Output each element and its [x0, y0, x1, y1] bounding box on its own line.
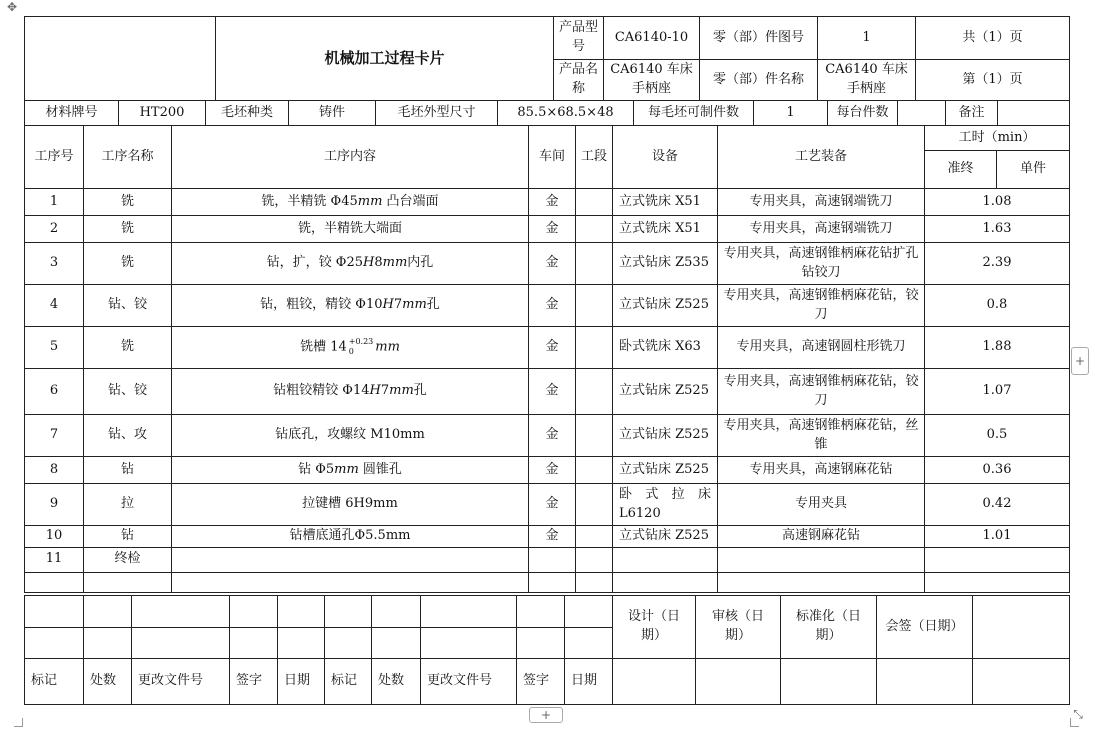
- op-workshop[interactable]: 金: [529, 457, 576, 484]
- material-row: [24, 100, 1070, 126]
- op-time[interactable]: 0.36: [925, 457, 1070, 484]
- empty-cell[interactable]: [517, 596, 565, 628]
- op-tooling[interactable]: 高速钢麻花钻: [718, 526, 925, 548]
- op-content-text: 钻，粗铰，精铰 Φ10: [260, 297, 383, 313]
- table-row: [25, 572, 1070, 592]
- op-name[interactable]: 拉: [84, 484, 172, 526]
- part-name[interactable]: CA6140 车床手柄座: [818, 60, 916, 101]
- op-tooling[interactable]: 专用夹具: [718, 484, 925, 526]
- op-name[interactable]: 钻、攻: [84, 415, 172, 457]
- product-model[interactable]: CA6140-10: [604, 17, 700, 60]
- empty-cell[interactable]: [372, 628, 421, 659]
- op-no[interactable]: 2: [25, 216, 84, 243]
- count-label: 处数: [84, 659, 132, 705]
- empty-cell[interactable]: [84, 572, 172, 592]
- empty-cell[interactable]: [781, 659, 877, 705]
- col-tooling: 工艺装备: [718, 126, 925, 189]
- op-no[interactable]: 11: [25, 547, 84, 572]
- op-equipment[interactable]: 卧式拉床 L6120: [613, 484, 718, 526]
- op-content[interactable]: [172, 243, 529, 285]
- op-workshop[interactable]: 金: [529, 243, 576, 285]
- op-workshop[interactable]: 金: [529, 415, 576, 457]
- add-row-button[interactable]: [529, 707, 563, 723]
- empty-cell[interactable]: [278, 628, 325, 659]
- per-machine-label: 每台件数: [828, 101, 898, 126]
- op-content[interactable]: [172, 547, 529, 572]
- material-grade[interactable]: HT200: [119, 101, 206, 126]
- empty-cell[interactable]: [230, 628, 278, 659]
- unit-text: mm: [375, 339, 400, 355]
- empty-cell[interactable]: [421, 596, 517, 628]
- empty-cell[interactable]: [132, 596, 230, 628]
- blank-size[interactable]: 85.5×68.5×48: [498, 101, 634, 126]
- page-corner-mark: [14, 718, 23, 727]
- op-equipment[interactable]: 立式钻床 Z525: [613, 457, 718, 484]
- empty-cell[interactable]: [84, 596, 132, 628]
- op-section[interactable]: [576, 216, 613, 243]
- unit-text: mm: [402, 297, 427, 313]
- op-time[interactable]: 2.39: [925, 243, 1070, 285]
- op-equipment[interactable]: 立式铣床 X51: [613, 216, 718, 243]
- change-doc-label: 更改文件号: [132, 659, 230, 705]
- empty-cell[interactable]: [877, 659, 973, 705]
- blank-size-label: 毛坯外型尺寸: [376, 101, 498, 126]
- op-section[interactable]: [576, 243, 613, 285]
- table-row: [25, 457, 1070, 484]
- empty-cell[interactable]: [84, 628, 132, 659]
- tolerance-grade: H: [369, 383, 381, 399]
- empty-cell[interactable]: [613, 659, 696, 705]
- table-row: [25, 327, 1070, 369]
- empty-cell[interactable]: [973, 659, 1070, 705]
- empty-cell[interactable]: [325, 596, 372, 628]
- op-equipment[interactable]: 立式钻床 Z535: [613, 243, 718, 285]
- op-name[interactable]: 钻、铰: [84, 369, 172, 415]
- blank-type[interactable]: 铸件: [289, 101, 376, 126]
- table-row: [25, 243, 1070, 285]
- page-number: 第（1）页: [916, 60, 1070, 101]
- card-header: [24, 16, 1070, 101]
- col-op-name: 工序名称: [84, 126, 172, 189]
- empty-cell[interactable]: [172, 572, 529, 592]
- op-tooling[interactable]: 专用夹具，高速钢麻花钻: [718, 457, 925, 484]
- op-content-text: 内孔: [407, 255, 434, 271]
- move-icon: ✥: [6, 0, 18, 14]
- total-pages: 共（1）页: [916, 17, 1070, 60]
- sign-label: 签字: [230, 659, 278, 705]
- col-prep-time: 准终: [925, 151, 997, 189]
- op-workshop[interactable]: 金: [529, 216, 576, 243]
- product-name-label: 产品名称: [554, 60, 604, 101]
- op-workshop[interactable]: [529, 547, 576, 572]
- table-row: [25, 285, 1070, 327]
- op-content-text: 铣槽 14: [300, 339, 347, 355]
- op-tooling[interactable]: 专用夹具，高速钢圆柱形铣刀: [718, 327, 925, 369]
- parts-per-blank[interactable]: 1: [754, 101, 828, 126]
- empty-cell[interactable]: [372, 596, 421, 628]
- op-name[interactable]: 铣: [84, 216, 172, 243]
- table-row: [25, 189, 1070, 216]
- op-name[interactable]: 铣: [84, 327, 172, 369]
- empty-cell[interactable]: [925, 572, 1070, 592]
- review-date-label: 审核（日期）: [696, 596, 781, 659]
- tolerance-stack: [349, 337, 374, 357]
- table-row: [25, 216, 1070, 243]
- op-equipment[interactable]: 立式铣床 X51: [613, 189, 718, 216]
- empty-cell[interactable]: [278, 596, 325, 628]
- op-content[interactable]: 拉键槽 6H9mm: [172, 484, 529, 526]
- tolerance-number: 8: [374, 255, 383, 271]
- plus-icon: +: [1074, 354, 1086, 368]
- op-section[interactable]: [576, 484, 613, 526]
- op-name[interactable]: 钻: [84, 457, 172, 484]
- empty-cell[interactable]: [529, 572, 576, 592]
- blank-type-label: 毛坯种类: [206, 101, 289, 126]
- plus-icon: +: [540, 708, 552, 722]
- op-time[interactable]: 0.5: [925, 415, 1070, 457]
- op-no[interactable]: 1: [25, 189, 84, 216]
- product-model-label: 产品型号: [554, 17, 604, 60]
- op-equipment[interactable]: 立式钻床 Z525: [613, 415, 718, 457]
- op-content[interactable]: [172, 327, 529, 369]
- mark-label: 标记: [325, 659, 372, 705]
- op-workshop[interactable]: 金: [529, 327, 576, 369]
- page-corner-mark: [1070, 718, 1079, 727]
- upper-deviation: +0.23: [348, 337, 374, 347]
- op-tooling[interactable]: 专用夹具，高速钢锥柄麻花钻，铰刀: [718, 285, 925, 327]
- empty-cell[interactable]: [517, 628, 565, 659]
- op-time[interactable]: 0.42: [925, 484, 1070, 526]
- op-tooling[interactable]: 专用夹具，高速钢锥柄麻花钻，丝锥: [718, 415, 925, 457]
- op-time[interactable]: 1.08: [925, 189, 1070, 216]
- col-op-content: 工序内容: [172, 126, 529, 189]
- mark-label: 标记: [25, 659, 84, 705]
- card-title: 机械加工过程卡片: [216, 17, 554, 101]
- op-no[interactable]: 10: [25, 526, 84, 548]
- empty-cell[interactable]: [25, 628, 84, 659]
- add-column-button[interactable]: [1071, 347, 1089, 375]
- empty-cell[interactable]: [25, 572, 84, 592]
- empty-cell[interactable]: [973, 596, 1070, 659]
- remarks-label: 备注: [946, 101, 998, 126]
- op-content[interactable]: 钻底孔，攻螺纹 M10mm: [172, 415, 529, 457]
- op-workshop[interactable]: 金: [529, 369, 576, 415]
- count-label: 处数: [372, 659, 421, 705]
- op-content-text: 铣，半精铣 Φ45: [261, 193, 358, 209]
- table-row: [25, 547, 1070, 572]
- op-content[interactable]: [172, 285, 529, 327]
- table-row: [25, 369, 1070, 415]
- op-equipment[interactable]: 立式钻床 Z525: [613, 526, 718, 548]
- op-content[interactable]: 钻槽底通孔Φ5.5mm: [172, 526, 529, 548]
- unit-text: mm: [382, 255, 408, 271]
- op-time[interactable]: 1.01: [925, 526, 1070, 548]
- op-tooling[interactable]: 专用夹具，高速钢端铣刀: [718, 189, 925, 216]
- col-section: 工段: [576, 126, 613, 189]
- op-content-text: 钻，扩，铰 Φ25: [266, 255, 364, 271]
- part-drawing-no[interactable]: 1: [818, 17, 916, 60]
- op-equipment[interactable]: 立式钻床 Z525: [613, 369, 718, 415]
- op-name[interactable]: 铣: [84, 243, 172, 285]
- op-time[interactable]: 1.63: [925, 216, 1070, 243]
- table-row: [25, 484, 1070, 526]
- op-equipment[interactable]: 立式钻床 Z525: [613, 285, 718, 327]
- op-equipment[interactable]: 卧式铣床 X63: [613, 327, 718, 369]
- op-content-text: 凸台端面: [382, 193, 439, 209]
- table-row: [25, 526, 1070, 548]
- empty-cell[interactable]: [421, 628, 517, 659]
- empty-cell[interactable]: [565, 628, 613, 659]
- table-move-handle[interactable]: [5, 0, 19, 13]
- op-time[interactable]: 1.88: [925, 327, 1070, 369]
- op-tooling[interactable]: 专用夹具，高速钢锥柄麻花钻扩孔钻铰刀: [718, 243, 925, 285]
- op-tooling[interactable]: 专用夹具，高速钢端铣刀: [718, 216, 925, 243]
- sign-label: 签字: [517, 659, 565, 705]
- tolerance-number: 7: [380, 383, 390, 399]
- op-workshop[interactable]: 金: [529, 285, 576, 327]
- op-content-text: 钻 Φ5: [298, 461, 335, 477]
- op-time[interactable]: 1.07: [925, 369, 1070, 415]
- col-equipment: 设备: [613, 126, 718, 189]
- design-date-label: 设计（日期）: [613, 596, 696, 659]
- op-time[interactable]: [925, 547, 1070, 572]
- empty-cell[interactable]: [132, 628, 230, 659]
- op-section[interactable]: [576, 547, 613, 572]
- part-name-label: 零（部）件名称: [700, 60, 818, 101]
- op-section[interactable]: [576, 285, 613, 327]
- op-section[interactable]: [576, 327, 613, 369]
- op-content[interactable]: [172, 369, 529, 415]
- lower-deviation: 0: [348, 347, 354, 357]
- op-tooling[interactable]: [718, 547, 925, 572]
- date-label: 日期: [565, 659, 613, 705]
- empty-cell[interactable]: [565, 596, 613, 628]
- op-section[interactable]: [576, 369, 613, 415]
- op-content[interactable]: [172, 457, 529, 484]
- empty-cell[interactable]: [718, 572, 925, 592]
- table-row: [25, 415, 1070, 457]
- blank-cell: [25, 17, 216, 101]
- signoff-table: [24, 595, 1070, 705]
- date-label: 日期: [278, 659, 325, 705]
- op-workshop[interactable]: 金: [529, 189, 576, 216]
- operations-table: [24, 125, 1070, 593]
- op-workshop[interactable]: 金: [529, 484, 576, 526]
- empty-cell[interactable]: [696, 659, 781, 705]
- op-name[interactable]: 钻、铰: [84, 285, 172, 327]
- col-workshop: 车间: [529, 126, 576, 189]
- op-content-text: 钻粗铰精铰 Φ14: [273, 383, 370, 399]
- part-drawing-label: 零（部）件图号: [700, 17, 818, 60]
- remarks[interactable]: [998, 101, 1070, 126]
- col-unit-time: 单件: [997, 151, 1070, 189]
- op-content-text: 孔: [426, 297, 440, 313]
- op-content[interactable]: [172, 189, 529, 216]
- op-section[interactable]: [576, 457, 613, 484]
- tolerance-grade: H: [363, 255, 375, 271]
- empty-cell[interactable]: [25, 596, 84, 628]
- op-no[interactable]: 3: [25, 243, 84, 285]
- op-time[interactable]: 0.8: [925, 285, 1070, 327]
- col-time: 工时（min）: [925, 126, 1070, 151]
- op-no[interactable]: 9: [25, 484, 84, 526]
- countersign-date-label: 会签（日期）: [877, 596, 973, 659]
- unit-text: mm: [389, 383, 414, 399]
- op-no[interactable]: 6: [25, 369, 84, 415]
- op-section[interactable]: [576, 189, 613, 216]
- op-content[interactable]: 铣，半精铣大端面: [172, 216, 529, 243]
- empty-cell[interactable]: [613, 572, 718, 592]
- parts-per-blank-label: 每毛坯可制件数: [634, 101, 754, 126]
- op-name[interactable]: 钻: [84, 526, 172, 548]
- tolerance-grade: H: [382, 297, 394, 313]
- op-name[interactable]: 终检: [84, 547, 172, 572]
- empty-cell[interactable]: [325, 628, 372, 659]
- op-no[interactable]: 4: [25, 285, 84, 327]
- empty-cell[interactable]: [576, 572, 613, 592]
- op-workshop[interactable]: 金: [529, 526, 576, 548]
- op-tooling[interactable]: 专用夹具，高速钢锥柄麻花钻，铰刀: [718, 369, 925, 415]
- material-grade-label: 材料牌号: [25, 101, 119, 126]
- change-doc-label: 更改文件号: [421, 659, 517, 705]
- op-content-text: 孔: [413, 383, 427, 399]
- op-equipment[interactable]: [613, 547, 718, 572]
- empty-cell[interactable]: [230, 596, 278, 628]
- unit-text: mm: [357, 193, 383, 209]
- tolerance-number: 7: [393, 297, 403, 313]
- per-machine[interactable]: [898, 101, 946, 126]
- op-no[interactable]: 8: [25, 457, 84, 484]
- op-name[interactable]: 铣: [84, 189, 172, 216]
- resize-icon: ⤡: [1073, 707, 1083, 721]
- op-section[interactable]: [576, 415, 613, 457]
- op-no[interactable]: 5: [25, 327, 84, 369]
- col-op-no: 工序号: [25, 126, 84, 189]
- product-name[interactable]: CA6140 车床手柄座: [604, 60, 700, 101]
- op-content-text: 圆锥孔: [358, 461, 402, 477]
- standardization-date-label: 标准化（日期）: [781, 596, 877, 659]
- op-section[interactable]: [576, 526, 613, 548]
- op-no[interactable]: 7: [25, 415, 84, 457]
- unit-text: mm: [334, 461, 359, 477]
